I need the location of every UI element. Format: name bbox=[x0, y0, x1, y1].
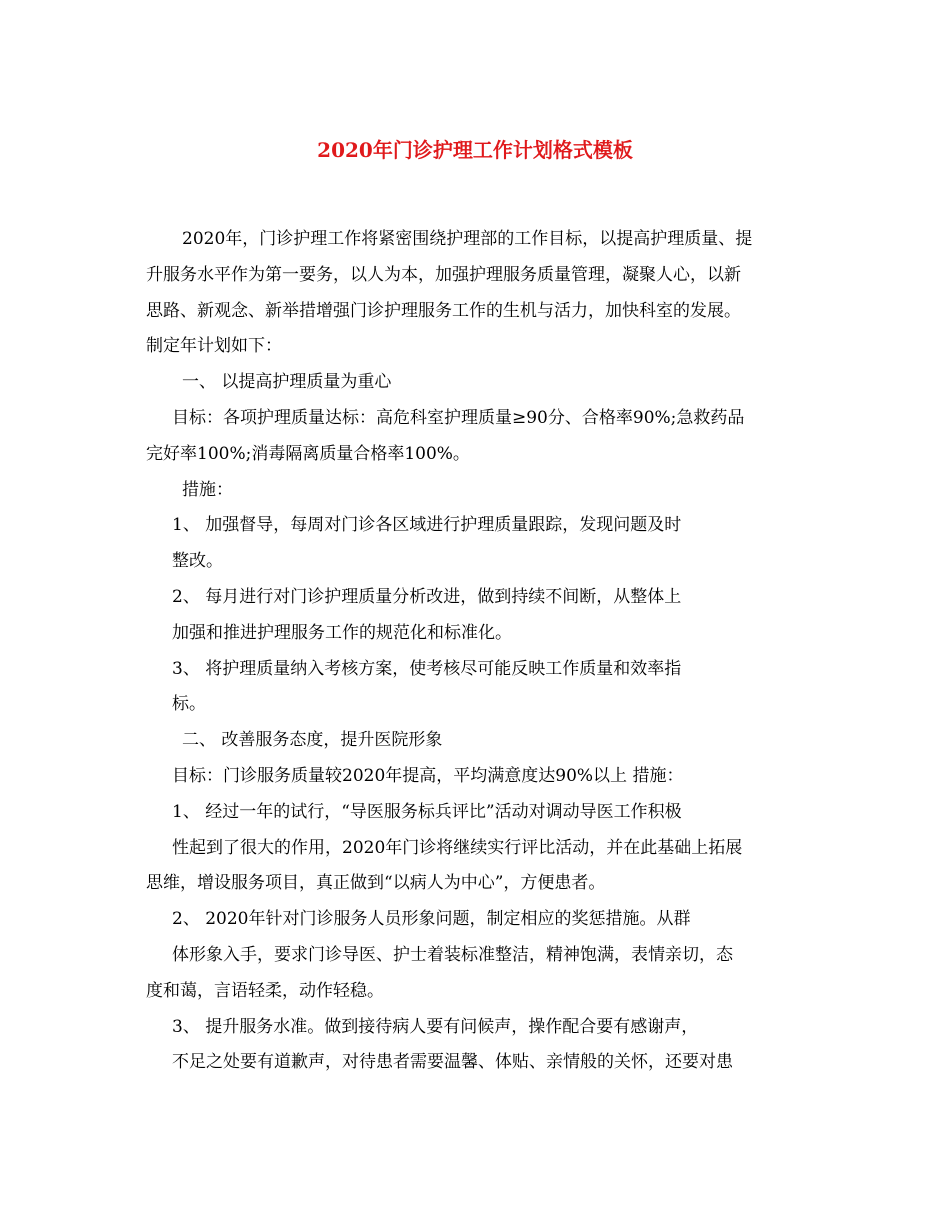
text-line: 2、 2020年针对门诊服务人员形象问题，制定相应的奖惩措施。从群 bbox=[172, 909, 691, 930]
document-title: 2020年门诊护理工作计划格式模板 bbox=[317, 138, 633, 162]
text-line: 1、 加强督导，每周对门诊各区域进行护理质量跟踪，发现问题及时 bbox=[172, 515, 682, 536]
text-line: 目标：各项护理质量达标：高危科室护理质量≥90分、合格率90%;急救药品 bbox=[172, 407, 745, 428]
text-line: 2、 每月进行对门诊护理质量分析改进，做到持续不间断，从整体上 bbox=[172, 586, 682, 607]
text-line: 思维，增设服务项目，真正做到“以病人为中心”，方便患者。 bbox=[146, 873, 606, 894]
text-line: 整改。 bbox=[172, 551, 223, 572]
document-body bbox=[146, 222, 808, 1081]
text-line: 性起到了很大的作用，2020年门诊将继续实行评比活动，并在此基础上拓展 bbox=[172, 837, 743, 858]
text-line: 2020年，门诊护理工作将紧密围绕护理部的工作目标，以提高护理质量、提 bbox=[182, 229, 753, 249]
text-line: 3、 将护理质量纳入考核方案，使考核尽可能反映工作质量和效率指 bbox=[172, 658, 682, 679]
text-line: 升服务水平作为第一要务，以人为本，加强护理服务质量管理，凝聚人心，以新 bbox=[146, 264, 741, 285]
text-line: 目标：门诊服务质量较2020年提高，平均满意度达90%以上 措施： bbox=[172, 765, 684, 786]
text-line: 1、 经过一年的试行，“导医服务标兵评比”活动对调动导医工作积极 bbox=[172, 801, 682, 822]
text-line: 标。 bbox=[172, 694, 206, 715]
text-line: 加强和推进护理服务工作的规范化和标准化。 bbox=[172, 622, 512, 643]
text-line: 制定年计划如下： bbox=[146, 336, 282, 357]
text-line: 不足之处要有道歉声，对待患者需要温馨、体贴、亲情般的关怀，还要对患 bbox=[172, 1052, 733, 1073]
text-line: 度和蔼，言语轻柔，动作轻稳。 bbox=[146, 980, 384, 1001]
text-line: 体形象入手，要求门诊导医、护士着装标准整洁，精神饱满，表情亲切，态 bbox=[172, 944, 733, 965]
text-line: 3、 提升服务水准。做到接待病人要有问候声，操作配合要有感谢声， bbox=[172, 1016, 699, 1037]
text-line: 完好率100%;消毒隔离质量合格率100%。 bbox=[146, 443, 470, 464]
text-line: 思路、新观念、新举措增强门诊护理服务工作的生机与活力，加快科室的发展。 bbox=[146, 300, 741, 321]
text-line: 二、 改善服务态度，提升医院形象 bbox=[182, 730, 443, 751]
text-line: 措施： bbox=[182, 479, 233, 500]
text-line: 一、 以提高护理质量为重心 bbox=[182, 372, 392, 393]
